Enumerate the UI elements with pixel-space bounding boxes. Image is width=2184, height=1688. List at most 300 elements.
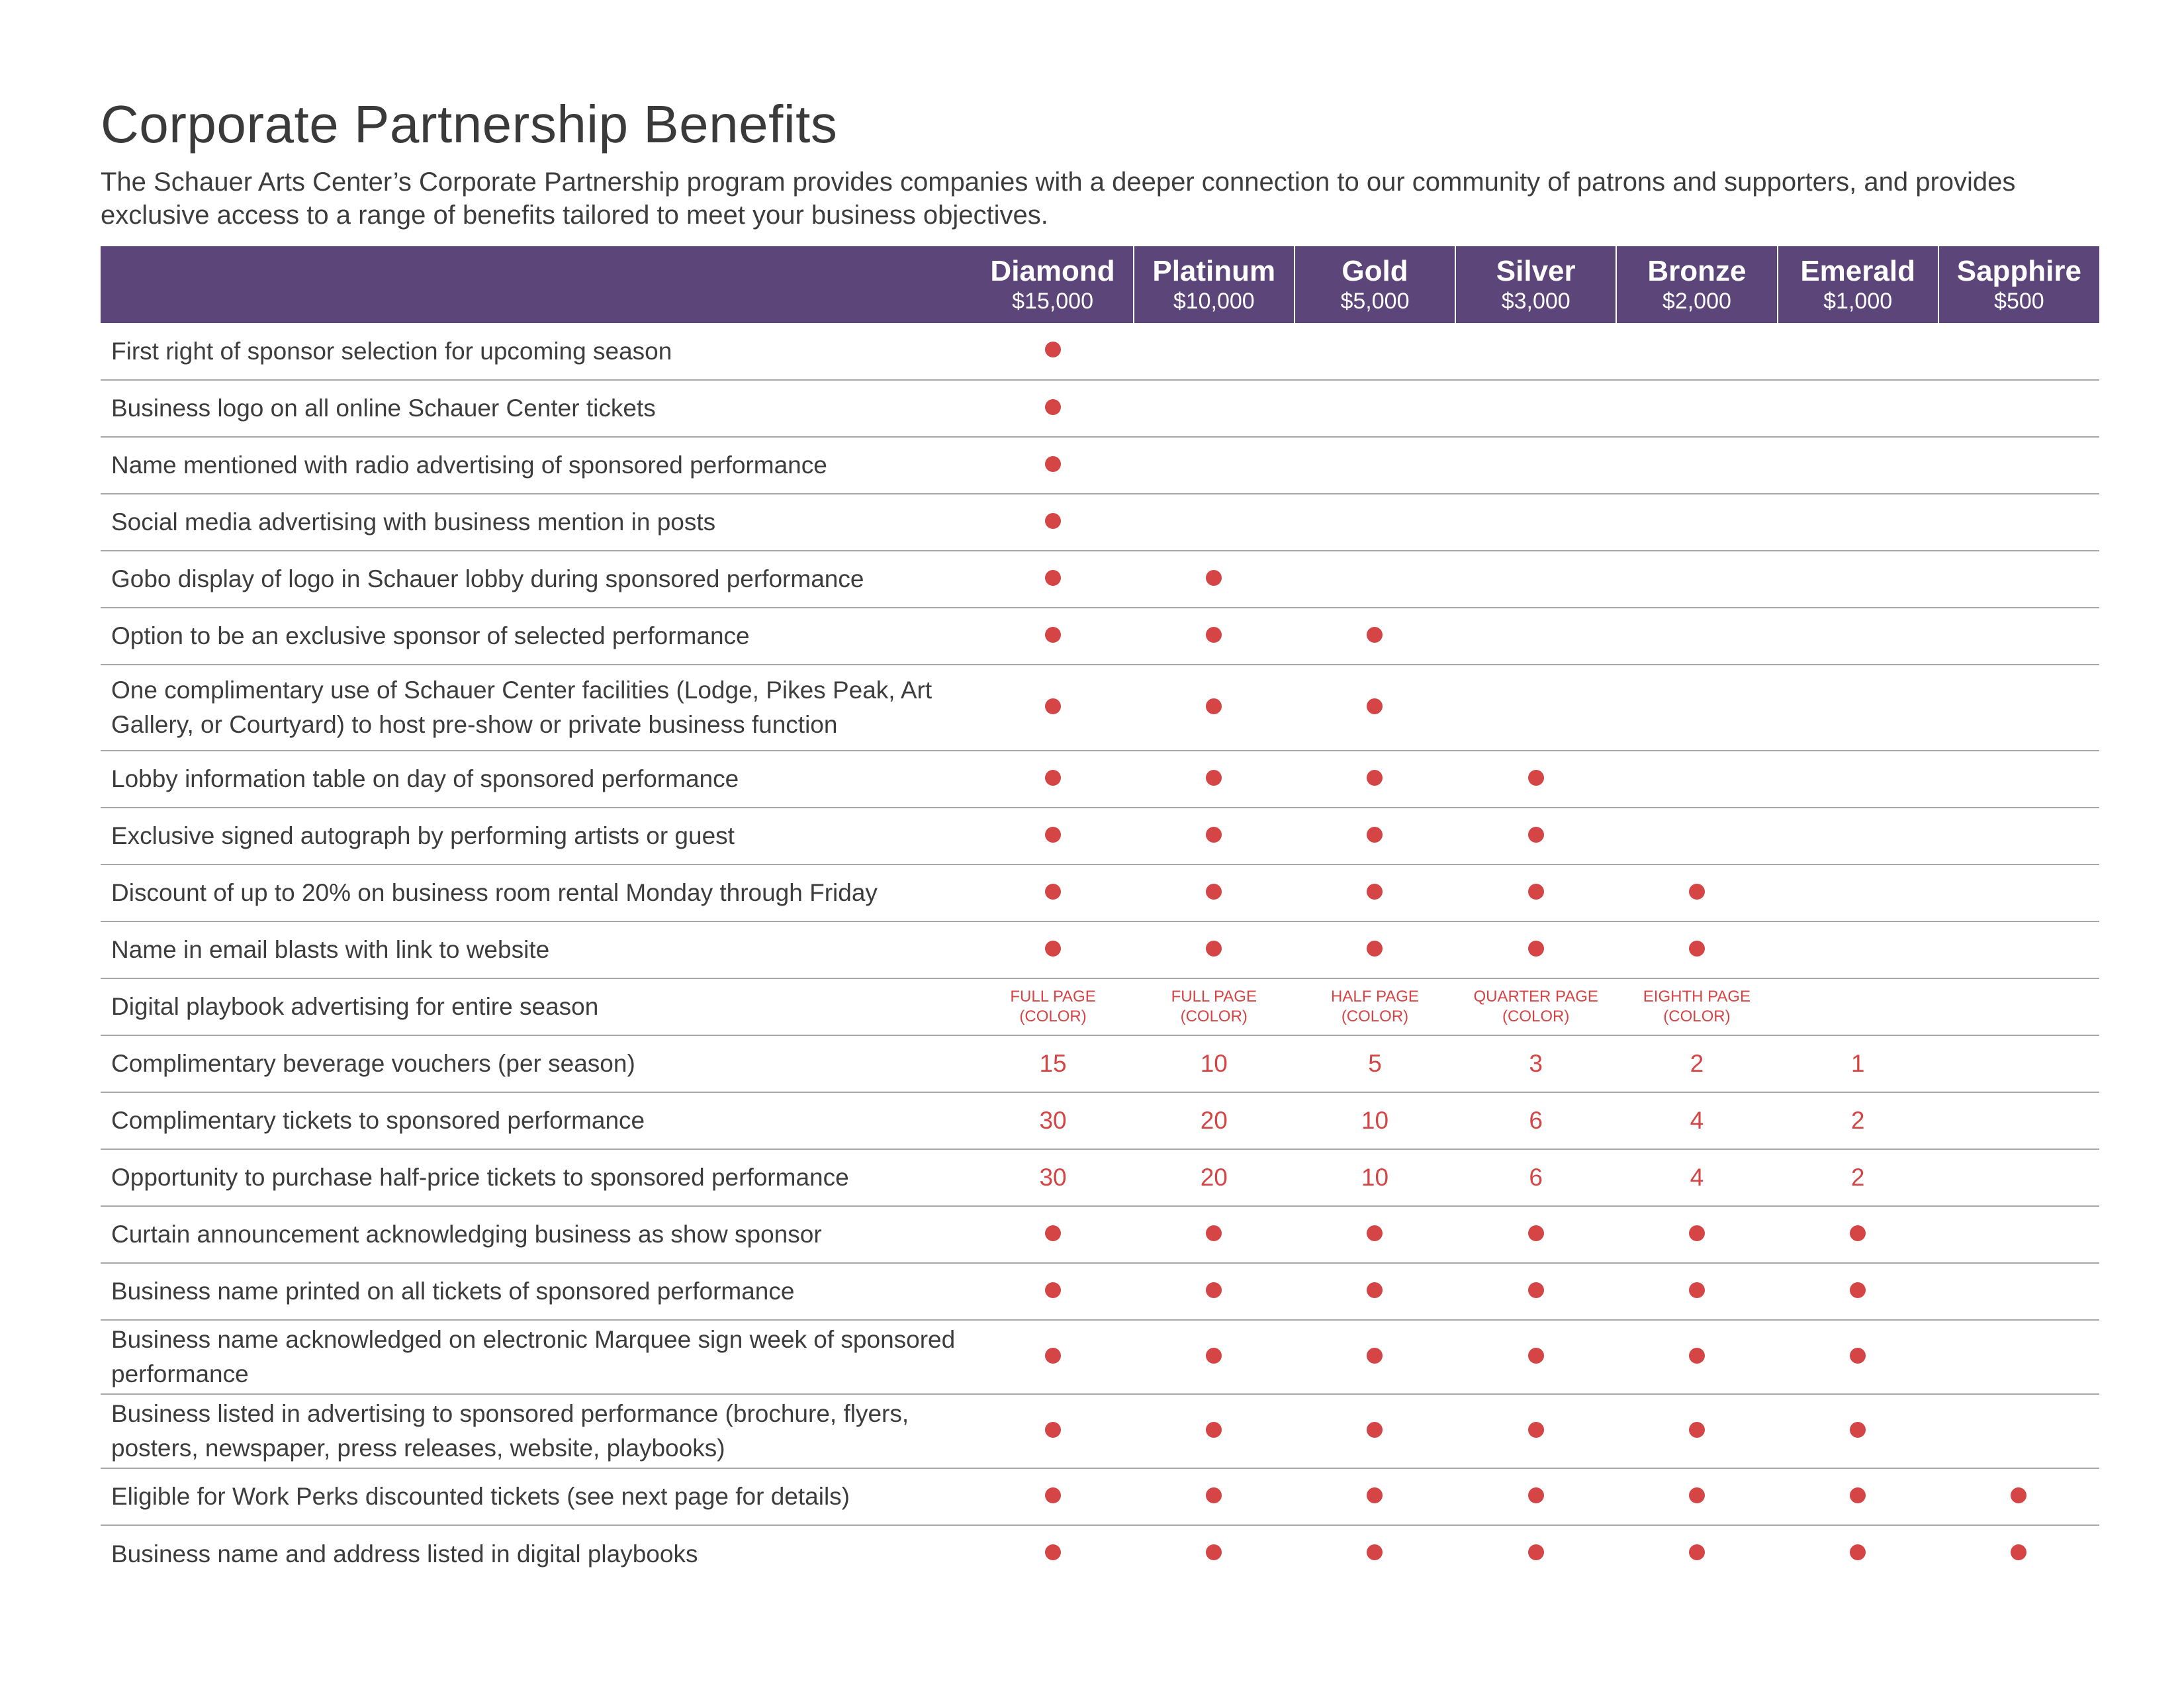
tier-cell-diamond <box>972 978 1133 1035</box>
quantity-value: 20 <box>1200 1164 1228 1191</box>
tier-cell-platinum <box>1134 665 1295 751</box>
quantity-value: 2 <box>1690 1050 1704 1077</box>
ad-size-label: EIGHTH PAGE <box>1643 988 1751 1006</box>
included-dot-icon <box>1850 1487 1866 1503</box>
benefit-label: Curtain announcement acknowledging business as show sponsor <box>111 1221 822 1248</box>
tier-cell-emerald <box>1778 1035 1938 1092</box>
tier-cell-emerald <box>1778 921 1938 978</box>
included-dot-icon <box>1206 1487 1222 1503</box>
tier-cell-diamond <box>972 1263 1133 1320</box>
tier-cell-platinum <box>1134 1149 1295 1206</box>
tier-cell-sapphire <box>1938 437 2099 494</box>
tier-cell-emerald <box>1778 1263 1938 1320</box>
tier-name: Platinum <box>1152 255 1276 287</box>
benefit-label: Digital playbook advertising for entire season <box>111 993 599 1020</box>
benefit-label: Eligible for Work Perks discounted tickets (see next page for details) <box>111 1483 850 1510</box>
included-dot-icon <box>1367 770 1383 786</box>
tier-cell-platinum <box>1134 865 1295 921</box>
tier-cell-diamond <box>972 1320 1133 1394</box>
tier-cell-silver <box>1455 1149 1616 1206</box>
tier-cell-gold <box>1295 1394 1455 1468</box>
tier-cell-emerald <box>1778 1394 1938 1468</box>
tier-cell-diamond <box>972 1525 1133 1582</box>
tier-cell-platinum <box>1134 1468 1295 1525</box>
tier-cell-gold <box>1295 978 1455 1035</box>
tier-cell-bronze <box>1616 978 1777 1035</box>
tier-cell-sapphire <box>1938 608 2099 665</box>
tier-name: Silver <box>1496 255 1576 287</box>
quantity-value: 10 <box>1361 1164 1389 1191</box>
included-dot-icon <box>1206 698 1222 714</box>
tier-cell-gold <box>1295 1206 1455 1263</box>
tier-cell-platinum <box>1134 1320 1295 1394</box>
included-dot-icon <box>1045 1544 1061 1560</box>
tier-cell-silver <box>1455 380 1616 437</box>
tier-cell-silver <box>1455 921 1616 978</box>
table-row <box>101 808 2099 865</box>
table-row <box>101 1525 2099 1582</box>
included-dot-icon <box>1367 884 1383 900</box>
tier-cell-bronze <box>1616 1092 1777 1149</box>
benefit-label: Name mentioned with radio advertising of sponsored performance <box>111 451 827 479</box>
tier-cell-diamond <box>972 380 1133 437</box>
included-dot-icon <box>1206 1225 1222 1241</box>
benefit-label: Complimentary tickets to sponsored performance <box>111 1107 645 1134</box>
included-dot-icon <box>1367 827 1383 843</box>
benefit-label: Social media advertising with business mention in posts <box>111 508 716 536</box>
ad-size-label: FULL PAGE <box>1171 988 1257 1006</box>
included-dot-icon <box>1206 1282 1222 1298</box>
included-dot-icon <box>1689 1487 1705 1503</box>
tier-cell-platinum <box>1134 494 1295 551</box>
tier-cell-bronze <box>1616 1263 1777 1320</box>
tier-cell-diamond <box>972 1149 1133 1206</box>
table-row <box>101 551 2099 608</box>
included-dot-icon <box>1206 884 1222 900</box>
included-dot-icon <box>1367 1348 1383 1364</box>
intro-paragraph: The Schauer Arts Center’s Corporate Partnership program provides companies with a deeper connection to our community of patrons and supporters, and provides exclusive access to a range of benefits tailored to meet your business objectives. <box>101 167 2016 230</box>
tier-price: $500 <box>1994 289 2044 314</box>
included-dot-icon <box>1045 1487 1061 1503</box>
quantity-value: 30 <box>1039 1107 1067 1134</box>
tier-cell-gold <box>1295 494 1455 551</box>
included-dot-icon <box>1206 1544 1222 1560</box>
tier-price: $10,000 <box>1173 289 1255 314</box>
benefit-label: Gobo display of logo in Schauer lobby during sponsored performance <box>111 565 864 592</box>
table-row <box>101 1035 2099 1092</box>
included-dot-icon <box>1689 1544 1705 1560</box>
benefit-label: Lobby information table on day of sponsored performance <box>111 765 739 792</box>
tier-cell-emerald <box>1778 865 1938 921</box>
included-dot-icon <box>1206 770 1222 786</box>
tier-cell-silver <box>1455 323 1616 380</box>
tier-cell-diamond <box>972 1092 1133 1149</box>
ad-color-label: (COLOR) <box>1663 1008 1731 1025</box>
included-dot-icon <box>1367 627 1383 643</box>
tier-cell-platinum <box>1134 1525 1295 1582</box>
tier-cell-silver <box>1455 494 1616 551</box>
tier-cell-silver <box>1455 1092 1616 1149</box>
included-dot-icon <box>1850 1225 1866 1241</box>
included-dot-icon <box>1528 827 1544 843</box>
tier-cell-diamond <box>972 1468 1133 1525</box>
tier-cell-bronze <box>1616 1468 1777 1525</box>
included-dot-icon <box>1206 827 1222 843</box>
tier-cell-diamond <box>972 921 1133 978</box>
included-dot-icon <box>1528 1282 1544 1298</box>
tier-cell-platinum <box>1134 921 1295 978</box>
tier-cell-sapphire <box>1938 1206 2099 1263</box>
table-row <box>101 494 2099 551</box>
included-dot-icon <box>1045 941 1061 957</box>
tier-price: $15,000 <box>1012 289 1093 314</box>
table-row <box>101 1394 2099 1468</box>
tier-cell-diamond <box>972 808 1133 865</box>
included-dot-icon <box>1367 1544 1383 1560</box>
quantity-value: 3 <box>1529 1050 1543 1077</box>
benefits-table <box>101 246 2099 1582</box>
included-dot-icon <box>1689 941 1705 957</box>
tier-cell-platinum <box>1134 808 1295 865</box>
table-row <box>101 1263 2099 1320</box>
table-row <box>101 921 2099 978</box>
ad-color-label: (COLOR) <box>1180 1008 1248 1025</box>
included-dot-icon <box>1528 884 1544 900</box>
quantity-value: 6 <box>1529 1164 1543 1191</box>
included-dot-icon <box>1528 770 1544 786</box>
tier-cell-diamond <box>972 437 1133 494</box>
table-row <box>101 1092 2099 1149</box>
tier-cell-silver <box>1455 1263 1616 1320</box>
tier-cell-emerald <box>1778 494 1938 551</box>
tier-cell-platinum <box>1134 1394 1295 1468</box>
included-dot-icon <box>1689 1282 1705 1298</box>
tier-cell-sapphire <box>1938 1149 2099 1206</box>
tier-cell-emerald <box>1778 1206 1938 1263</box>
tier-cell-bronze <box>1616 1394 1777 1468</box>
benefit-label: Name in email blasts with link to website <box>111 936 550 963</box>
table-row <box>101 865 2099 921</box>
included-dot-icon <box>1045 1282 1061 1298</box>
quantity-value: 5 <box>1368 1050 1382 1077</box>
tier-cell-platinum <box>1134 608 1295 665</box>
table-row <box>101 1468 2099 1525</box>
included-dot-icon <box>1367 698 1383 714</box>
tier-cell-emerald <box>1778 437 1938 494</box>
tier-cell-gold <box>1295 1035 1455 1092</box>
tier-header-bronze <box>1616 246 1777 323</box>
quantity-value: 2 <box>1850 1164 1865 1191</box>
benefit-label: First right of sponsor selection for upcoming season <box>111 337 672 365</box>
tier-cell-emerald <box>1778 551 1938 608</box>
tier-cell-silver <box>1455 1320 1616 1394</box>
included-dot-icon <box>2011 1487 2026 1503</box>
included-dot-icon <box>1689 1348 1705 1364</box>
tier-cell-sapphire <box>1938 921 2099 978</box>
tier-cell-emerald <box>1778 1149 1938 1206</box>
tier-cell-emerald <box>1778 323 1938 380</box>
benefit-label: Complimentary beverage vouchers (per season) <box>111 1050 635 1077</box>
tier-cell-platinum <box>1134 1092 1295 1149</box>
tier-cell-silver <box>1455 551 1616 608</box>
included-dot-icon <box>1045 627 1061 643</box>
tier-cell-sapphire <box>1938 1468 2099 1525</box>
benefit-label: Exclusive signed autograph by performing artists or guest <box>111 822 735 849</box>
tier-cell-silver <box>1455 1468 1616 1525</box>
table-body <box>101 323 2099 1582</box>
tier-header-diamond <box>972 246 1133 323</box>
tier-cell-sapphire <box>1938 323 2099 380</box>
included-dot-icon <box>1367 1422 1383 1438</box>
table-row <box>101 751 2099 808</box>
tier-cell-bronze <box>1616 1035 1777 1092</box>
tier-cell-gold <box>1295 1149 1455 1206</box>
included-dot-icon <box>1528 1225 1544 1241</box>
page <box>101 93 2099 1582</box>
tier-cell-silver <box>1455 665 1616 751</box>
tier-cell-sapphire <box>1938 551 2099 608</box>
included-dot-icon <box>1528 941 1544 957</box>
tier-cell-platinum <box>1134 551 1295 608</box>
quantity-value: 4 <box>1690 1107 1704 1134</box>
tier-name: Emerald <box>1800 255 1915 287</box>
tier-cell-bronze <box>1616 1525 1777 1582</box>
tier-cell-sapphire <box>1938 1394 2099 1468</box>
included-dot-icon <box>1045 456 1061 472</box>
ad-size-label: QUARTER PAGE <box>1473 988 1598 1006</box>
table-row <box>101 1320 2099 1394</box>
included-dot-icon <box>1045 399 1061 415</box>
tier-cell-gold <box>1295 380 1455 437</box>
benefit-label: Business listed in advertising to sponsored performance (brochure, flyers, posters, newspaper, press releases, website, playbooks) <box>111 1400 909 1462</box>
tier-cell-silver <box>1455 437 1616 494</box>
ad-color-label: (COLOR) <box>1341 1008 1409 1025</box>
tier-cell-diamond <box>972 1206 1133 1263</box>
tier-cell-emerald <box>1778 608 1938 665</box>
benefit-label: Business logo on all online Schauer Center tickets <box>111 395 656 422</box>
tier-cell-emerald <box>1778 978 1938 1035</box>
tier-price: $3,000 <box>1501 289 1570 314</box>
tier-header-emerald <box>1778 246 1938 323</box>
tier-cell-silver <box>1455 978 1616 1035</box>
tier-cell-silver <box>1455 808 1616 865</box>
tier-cell-gold <box>1295 323 1455 380</box>
included-dot-icon <box>1367 1225 1383 1241</box>
included-dot-icon <box>1689 1225 1705 1241</box>
benefit-label: Option to be an exclusive sponsor of selected performance <box>111 622 750 649</box>
table-row <box>101 1206 2099 1263</box>
table-header <box>101 246 2099 323</box>
table-row <box>101 608 2099 665</box>
tier-cell-emerald <box>1778 1320 1938 1394</box>
tier-cell-diamond <box>972 494 1133 551</box>
ad-color-label: (COLOR) <box>1502 1008 1570 1025</box>
quantity-value: 2 <box>1850 1107 1865 1134</box>
included-dot-icon <box>1528 1422 1544 1438</box>
tier-cell-bronze <box>1616 921 1777 978</box>
tier-cell-diamond <box>972 665 1133 751</box>
benefit-label: Business name printed on all tickets of sponsored performance <box>111 1278 795 1305</box>
tier-cell-sapphire <box>1938 1035 2099 1092</box>
tier-cell-silver <box>1455 865 1616 921</box>
tier-cell-emerald <box>1778 665 1938 751</box>
included-dot-icon <box>1367 1282 1383 1298</box>
tier-cell-gold <box>1295 1320 1455 1394</box>
benefit-label: Business name acknowledged on electronic Marquee sign week of sponsored performance <box>111 1326 956 1387</box>
table-row <box>101 1149 2099 1206</box>
tier-cell-silver <box>1455 1394 1616 1468</box>
quantity-value: 1 <box>1850 1050 1865 1077</box>
tier-cell-gold <box>1295 751 1455 808</box>
included-dot-icon <box>2011 1544 2026 1560</box>
tier-cell-sapphire <box>1938 751 2099 808</box>
tier-cell-bronze <box>1616 608 1777 665</box>
tier-header-gold <box>1295 246 1455 323</box>
quantity-value: 10 <box>1361 1107 1389 1134</box>
tier-cell-diamond <box>972 865 1133 921</box>
tier-cell-gold <box>1295 1468 1455 1525</box>
tier-cell-platinum <box>1134 978 1295 1035</box>
tier-cell-emerald <box>1778 1468 1938 1525</box>
tier-cell-platinum <box>1134 1263 1295 1320</box>
tier-cell-sapphire <box>1938 808 2099 865</box>
included-dot-icon <box>1528 1487 1544 1503</box>
tier-price: $2,000 <box>1662 289 1731 314</box>
quantity-value: 15 <box>1039 1050 1067 1077</box>
tier-cell-gold <box>1295 551 1455 608</box>
included-dot-icon <box>1045 1348 1061 1364</box>
page-title: Corporate Partnership Benefits <box>101 95 838 154</box>
included-dot-icon <box>1850 1422 1866 1438</box>
tier-name: Diamond <box>990 255 1115 287</box>
included-dot-icon <box>1367 1487 1383 1503</box>
tier-cell-gold <box>1295 921 1455 978</box>
included-dot-icon <box>1206 1422 1222 1438</box>
tier-cell-silver <box>1455 1525 1616 1582</box>
included-dot-icon <box>1528 1544 1544 1560</box>
table-row <box>101 665 2099 751</box>
tier-cell-emerald <box>1778 380 1938 437</box>
included-dot-icon <box>1850 1282 1866 1298</box>
tier-cell-gold <box>1295 1525 1455 1582</box>
tier-cell-bronze <box>1616 665 1777 751</box>
quantity-value: 30 <box>1039 1164 1067 1191</box>
ad-size-label: HALF PAGE <box>1331 988 1419 1006</box>
tier-cell-diamond <box>972 608 1133 665</box>
tier-cell-diamond <box>972 551 1133 608</box>
ad-color-label: (COLOR) <box>1019 1008 1087 1025</box>
table-row <box>101 323 2099 380</box>
table-row <box>101 380 2099 437</box>
tier-cell-bronze <box>1616 437 1777 494</box>
tier-name: Bronze <box>1647 255 1747 287</box>
quantity-value: 20 <box>1200 1107 1228 1134</box>
included-dot-icon <box>1045 770 1061 786</box>
tier-cell-sapphire <box>1938 1525 2099 1582</box>
tier-name: Gold <box>1342 255 1408 287</box>
tier-cell-diamond <box>972 323 1133 380</box>
tier-cell-bronze <box>1616 751 1777 808</box>
included-dot-icon <box>1206 627 1222 643</box>
tier-cell-bronze <box>1616 323 1777 380</box>
tier-cell-sapphire <box>1938 978 2099 1035</box>
tier-cell-bronze <box>1616 1149 1777 1206</box>
quantity-value: 10 <box>1200 1050 1228 1077</box>
quantity-value: 4 <box>1690 1164 1704 1191</box>
tier-header-silver <box>1455 246 1616 323</box>
included-dot-icon <box>1850 1544 1866 1560</box>
included-dot-icon <box>1045 1422 1061 1438</box>
tier-cell-bronze <box>1616 1206 1777 1263</box>
benefit-label: Business name and address listed in digital playbooks <box>111 1540 698 1568</box>
tier-cell-sapphire <box>1938 1092 2099 1149</box>
tier-cell-gold <box>1295 1092 1455 1149</box>
table-row <box>101 437 2099 494</box>
tier-cell-sapphire <box>1938 865 2099 921</box>
tier-cell-emerald <box>1778 751 1938 808</box>
tier-cell-silver <box>1455 1035 1616 1092</box>
tier-cell-bronze <box>1616 551 1777 608</box>
included-dot-icon <box>1689 1422 1705 1438</box>
included-dot-icon <box>1045 884 1061 900</box>
tier-cell-platinum <box>1134 1206 1295 1263</box>
included-dot-icon <box>1045 827 1061 843</box>
included-dot-icon <box>1045 342 1061 357</box>
tier-cell-platinum <box>1134 323 1295 380</box>
tier-cell-emerald <box>1778 808 1938 865</box>
tier-cell-platinum <box>1134 751 1295 808</box>
tier-cell-diamond <box>972 1394 1133 1468</box>
tier-cell-gold <box>1295 665 1455 751</box>
tier-cell-silver <box>1455 608 1616 665</box>
tier-header-platinum <box>1134 246 1295 323</box>
tier-cell-sapphire <box>1938 1263 2099 1320</box>
tier-cell-bronze <box>1616 494 1777 551</box>
included-dot-icon <box>1528 1348 1544 1364</box>
tier-cell-platinum <box>1134 1035 1295 1092</box>
tier-cell-sapphire <box>1938 380 2099 437</box>
tier-cell-silver <box>1455 751 1616 808</box>
tier-cell-bronze <box>1616 380 1777 437</box>
tier-cell-diamond <box>972 751 1133 808</box>
tier-cell-emerald <box>1778 1525 1938 1582</box>
tier-cell-gold <box>1295 1263 1455 1320</box>
header-row <box>101 246 2099 323</box>
tier-cell-bronze <box>1616 808 1777 865</box>
tier-cell-diamond <box>972 1035 1133 1092</box>
tier-cell-gold <box>1295 808 1455 865</box>
benefit-label: Discount of up to 20% on business room rental Monday through Friday <box>111 879 878 906</box>
included-dot-icon <box>1206 570 1222 586</box>
tier-cell-gold <box>1295 437 1455 494</box>
tier-cell-sapphire <box>1938 665 2099 751</box>
included-dot-icon <box>1206 941 1222 957</box>
tier-cell-bronze <box>1616 865 1777 921</box>
tier-cell-gold <box>1295 608 1455 665</box>
tier-name: Sapphire <box>1956 255 2082 287</box>
included-dot-icon <box>1045 1225 1061 1241</box>
tier-cell-silver <box>1455 1206 1616 1263</box>
included-dot-icon <box>1045 570 1061 586</box>
benefit-label: Opportunity to purchase half-price tickets to sponsored performance <box>111 1164 849 1191</box>
quantity-value: 6 <box>1529 1107 1543 1134</box>
table-row <box>101 978 2099 1035</box>
included-dot-icon <box>1689 884 1705 900</box>
tier-price: $5,000 <box>1340 289 1410 314</box>
tier-cell-emerald <box>1778 1092 1938 1149</box>
tier-cell-bronze <box>1616 1320 1777 1394</box>
tier-cell-sapphire <box>1938 494 2099 551</box>
